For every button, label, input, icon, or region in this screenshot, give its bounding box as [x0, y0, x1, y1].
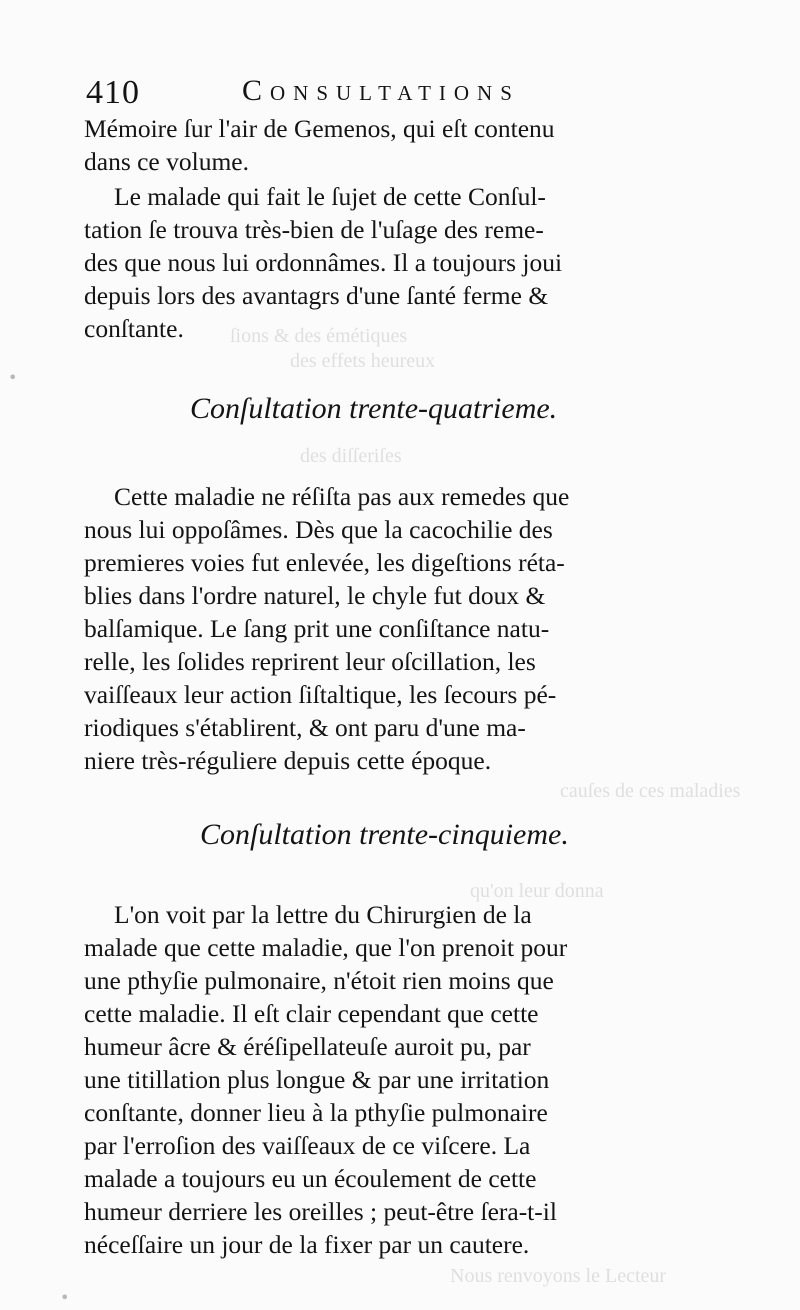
running-head: Consultations	[242, 74, 520, 107]
show-through-text: qu'on leur donna	[470, 880, 604, 902]
text-line: blies dans l'ordre naturel, le chyle fut doux &	[84, 581, 546, 610]
text-line: Le malade qui fait le ſujet de cette Conſul-	[114, 182, 546, 211]
page-number: 410	[86, 74, 140, 111]
page-speck: •	[60, 1288, 70, 1307]
text-line: conſtante, donner lieu à la pthyſie pulmonaire	[84, 1098, 548, 1127]
section-35-body	[84, 898, 766, 1261]
show-through-text: ſions & des émétiques	[230, 325, 408, 347]
section-title-35: Conſultation trente-cinquieme.	[200, 818, 569, 851]
text-line: Mémoire ſur l'air de Gemenos, qui eſt contenu	[84, 114, 555, 143]
text-line: une pthyſie pulmonaire, n'étoit rien moins que	[84, 966, 554, 995]
intro-paragraph	[84, 112, 766, 178]
text-line: premieres voies fut enlevée, les digeſtions réta-	[84, 548, 565, 577]
text-line: L'on voit par la lettre du Chirurgien de la	[114, 900, 532, 929]
paragraph-malade	[84, 180, 766, 345]
text-line: par l'erroſion des vaiſſeaux de ce viſcere. La	[84, 1131, 531, 1160]
text-line: malade a toujours eu un écoulement de cette	[84, 1164, 537, 1193]
text-line: conſtante.	[84, 314, 184, 343]
text-line: tation ſe trouva très-bien de l'uſage des reme-	[84, 215, 544, 244]
text-line: nous lui oppoſâmes. Dès que la cacochilie des	[84, 515, 553, 544]
text-line: cette maladie. Il eſt clair cependant que cette	[84, 999, 539, 1028]
text-line: des que nous lui ordonnâmes. Il a toujours joui	[84, 248, 563, 277]
text-line: riodiques s'établirent, & ont paru d'une ma-	[84, 713, 526, 742]
text-line: relle, les ſolides reprirent leur oſcillation, les	[84, 647, 536, 676]
section-title-34: Conſultation trente-quatrieme.	[190, 392, 558, 425]
section-34-body	[84, 480, 766, 777]
text-line: Cette maladie ne réſiſta pas aux remedes que	[114, 482, 570, 511]
show-through-text: Nous renvoyons le Lecteur	[450, 1265, 667, 1287]
text-line: niere très-réguliere depuis cette époque.	[84, 746, 492, 775]
text-line: malade que cette maladie, que l'on prenoit pour	[84, 933, 568, 962]
text-line: humeur âcre & éréſipellateuſe auroit pu, par	[84, 1032, 531, 1061]
text-line: depuis lors des avantagrs d'une ſanté ferme &	[84, 281, 549, 310]
text-line: balſamique. Le ſang prit une conſiſtance natu-	[84, 614, 550, 643]
text-line: dans ce volume.	[84, 147, 249, 176]
text-line: vaiſſeaux leur action ſiſtaltique, les ſecours pé-	[84, 680, 557, 709]
text-line: humeur derriere les oreilles ; peut-être ſera-t-il	[84, 1197, 557, 1226]
text-line: néceſſaire un jour de la fixer par un cautere.	[84, 1230, 530, 1259]
show-through-text: cauſes de ces maladies	[560, 780, 741, 802]
show-through-text: des effets heureux	[290, 350, 436, 372]
show-through-text: des diſſeriſes	[300, 445, 402, 467]
text-line: une titillation plus longue & par une irritation	[84, 1065, 550, 1094]
page-speck: •	[8, 368, 18, 387]
